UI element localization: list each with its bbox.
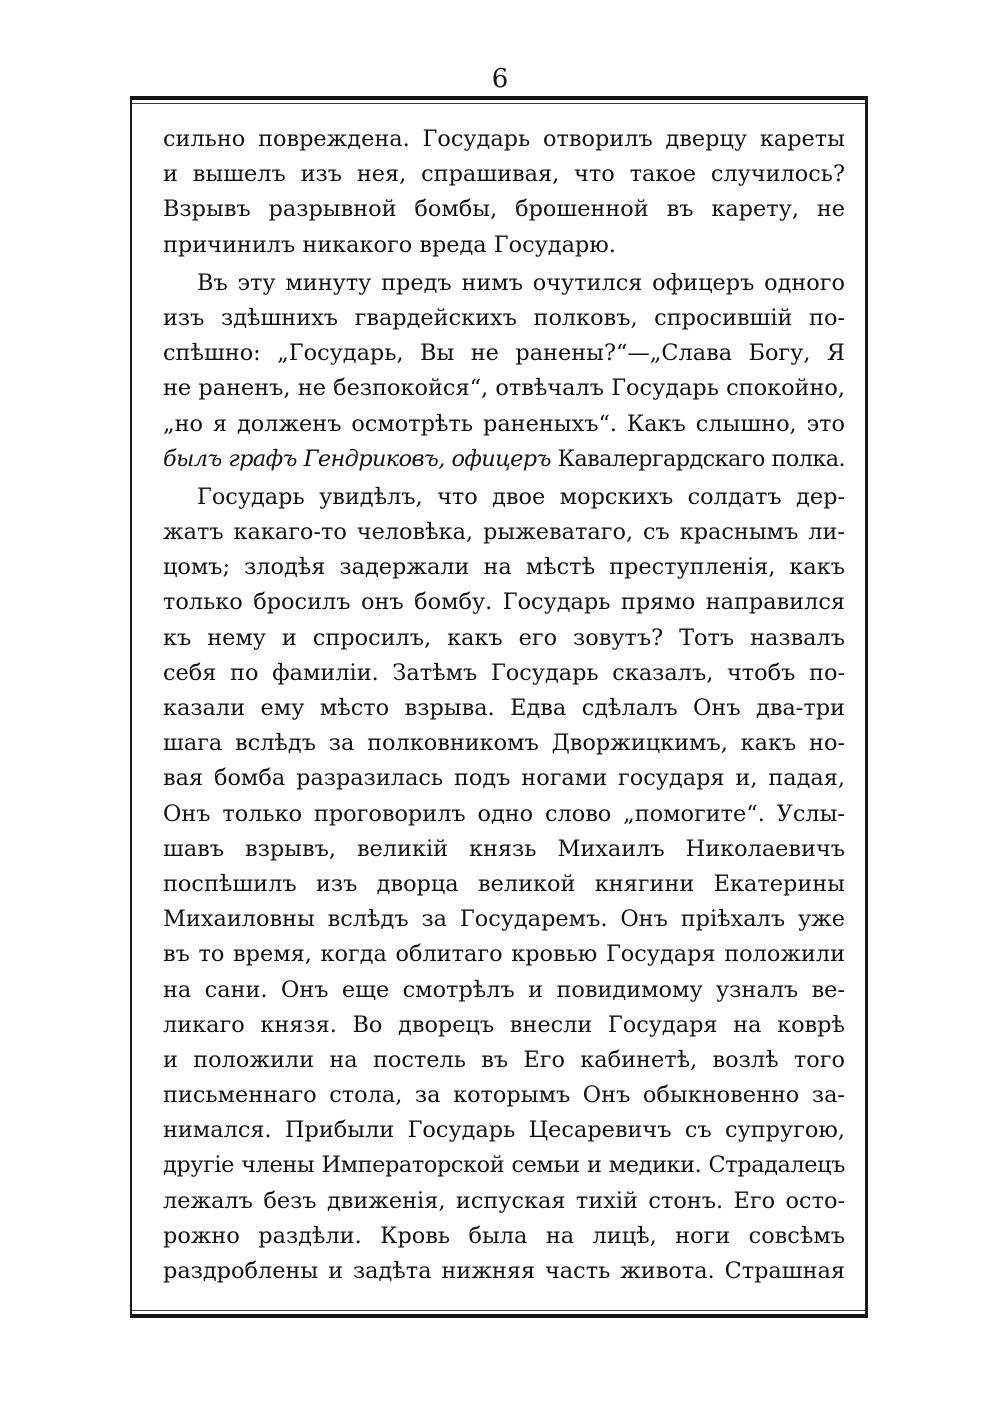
- text-line: вая бомба разразилась подъ ногами государя и, падая,: [163, 765, 845, 792]
- text-line: не раненъ, не безпокойся“, отвѣчалъ Государь спокойно,: [163, 375, 845, 402]
- text-line: цомъ; злодѣя задержали на мѣстѣ преступленія, какъ: [163, 554, 845, 581]
- text-line: и вышелъ изъ нея, спрашивая, что такое случилось?: [163, 161, 845, 188]
- page-number: 6: [491, 64, 509, 94]
- text-line: спѣшно: „Государь, Вы не ранены?“—„Слава Богу, Я: [163, 340, 845, 367]
- italic-name: былъ графъ Гендриковъ, офицеръ: [163, 445, 551, 472]
- text-line: ликаго князя. Во дворецъ внесли Государя на коврѣ: [163, 1011, 845, 1038]
- text-line: къ нему и спросилъ, какъ его зовутъ? Тотъ назвалъ: [163, 624, 845, 651]
- body-text: [163, 122, 845, 1289]
- text-line: раздроблены и задѣта нижняя часть живота. Страшная: [163, 1258, 845, 1284]
- text-line: изъ здѣшнихъ гвардейскихъ полковъ, спросившій по-: [163, 304, 845, 331]
- text-line: причинилъ никакого вреда Государю.: [163, 231, 616, 258]
- text-line: лежалъ безъ движенія, испуская тихій стонъ. Его осто-: [163, 1187, 845, 1214]
- paragraph-3: [163, 480, 845, 1289]
- text-line: письменнаго стола, за которымъ Онъ обыкновенно за-: [163, 1082, 845, 1109]
- text-line: Въ эту минуту предъ нимъ очутился офицеръ одного: [197, 269, 845, 296]
- text-line: поспѣшилъ изъ дворца великой княгини Екатерины: [163, 870, 845, 897]
- text-line: шага вслѣдъ за полковникомъ Дворжицкимъ, какъ но-: [163, 730, 845, 757]
- text-line: [163, 442, 845, 477]
- paragraph-1: [163, 122, 845, 263]
- text-line: рожно раздѣли. Кровь была на лицѣ, ноги совсѣмъ: [163, 1222, 845, 1249]
- text-line: шавъ взрывъ, великій князь Михаилъ Николаевичъ: [163, 835, 845, 862]
- text-line: Государь увидѣлъ, что двое морскихъ солдатъ дер-: [197, 483, 845, 510]
- text-line: сильно повреждена. Государь отворилъ дверцу кареты: [163, 126, 845, 152]
- text-line: жатъ какаго-то человѣка, рыжеватаго, съ краснымъ ли-: [163, 519, 845, 546]
- text-line: только бросилъ онъ бомбу. Государь прямо направился: [163, 589, 845, 616]
- text-line: Михаиловны вслѣдъ за Государемъ. Онъ пріѣхалъ уже: [163, 906, 845, 933]
- paragraph-2: [163, 266, 845, 477]
- text-line: казали ему мѣсто взрыва. Едва сдѣлалъ Онъ два-три: [163, 695, 845, 721]
- text-segment: Кавалергардскаго полка.: [550, 445, 845, 472]
- text-line: на сани. Онъ еще смотрѣлъ и повидимому узналъ ве-: [163, 976, 845, 1003]
- text-line: въ то время, когда облитаго кровью Государя положили: [163, 941, 845, 968]
- text-line: Онъ только проговорилъ одно слово „помогите“. Услы-: [163, 800, 845, 827]
- text-line: себя по фамиліи. Затѣмъ Государь сказалъ, чтобъ по-: [163, 659, 845, 686]
- text-line: нимался. Прибыли Государь Цесаревичъ съ супругою,: [163, 1117, 845, 1144]
- text-line: и положили на постель въ Его кабинетѣ, возлѣ того: [163, 1046, 845, 1073]
- text-line: Взрывъ разрывной бомбы, брошенной въ карету, не: [163, 196, 845, 223]
- text-line: другіе члены Императорской семьи и медики. Страдалецъ: [163, 1152, 845, 1179]
- text-line: „но я долженъ осмотрѣть раненыхъ“. Какъ слышно, это: [163, 410, 845, 437]
